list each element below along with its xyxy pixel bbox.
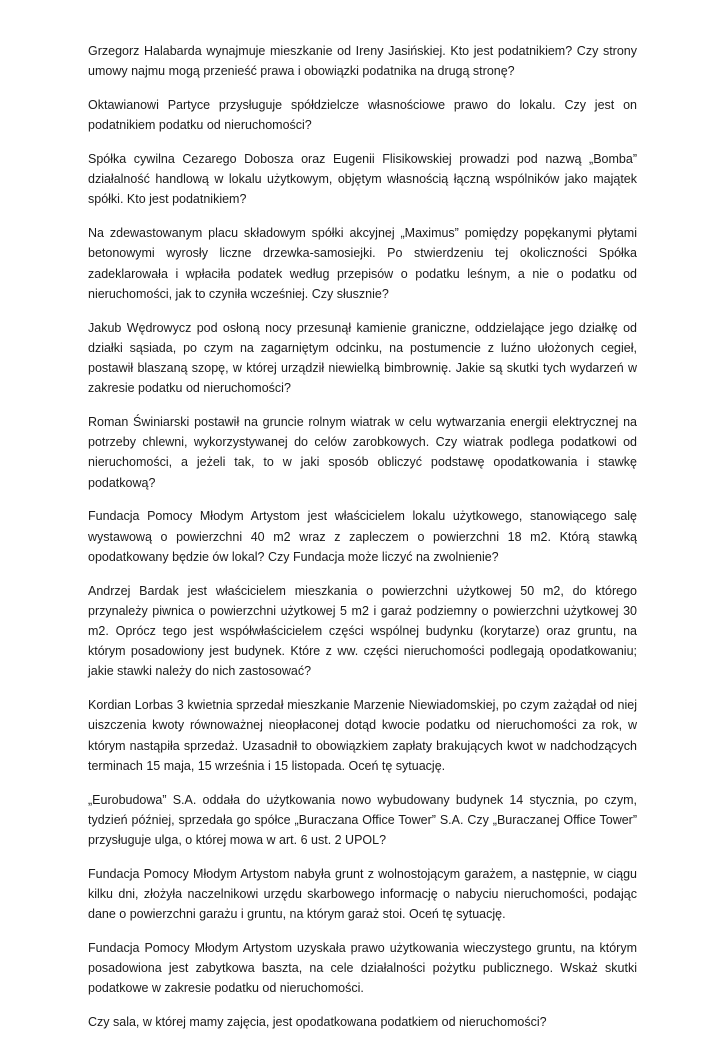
paragraph-lorbas: Kordian Lorbas 3 kwietnia sprzedał mieszkanie Marzenie Niewiadomskiej, po czym zażądał od niej uiszczenia kwoty równoważnej nieopłaconej dotąd kwocie podatku od nieruchomości za rok, w którym nastąpiła sprzedaż. Uzasadnił to obowiązkiem zapłaty brakujących kwot w nadchodzących terminach 15 maja, 15 września i 15 listopada. Oceń tę sytuację. bbox=[88, 698, 637, 773]
paragraph-sala: Czy sala, w której mamy zajęcia, jest opodatkowana podatkiem od nieruchomości? bbox=[88, 1015, 547, 1030]
paragraph-eurobudowa: „Eurobudowa” S.A. oddała do użytkowania nowo wybudowany budynek 14 stycznia, po czym, tydzień później, sprzedała go spółce „Buraczana Office Tower” S.A. Czy „Buraczanej Office Tower” przysługuje ulga, o której mowa w art. 6 ust. 2 UPOL? bbox=[88, 792, 637, 848]
document-page bbox=[88, 41, 637, 1046]
paragraph-wedrowycz: Jakub Wędrowycz pod osłoną nocy przesunął kamienie graniczne, oddzielające jego działkę od działki sąsiada, po czym na zagarniętym odcinku, na postumencie z luźno ułożonych cegieł, postawił blaszaną szopę, w której urządził niewielką bimbrownię. Jakie są skutki tych wydarzeń w zakresie podatku od nieruchomości? bbox=[88, 320, 637, 396]
paragraph-halabarda: Grzegorz Halabarda wynajmuje mieszkanie od Ireny Jasińskiej. Kto jest podatnikiem? Czy strony umowy najmu mogą przenieść prawa i obowiązki podatnika na drugą stronę? bbox=[88, 44, 637, 79]
paragraph-fundacja-lokal: Fundacja Pomocy Młodym Artystom jest właścicielem lokalu użytkowego, stanowiącego salę wystawową o powierzchni 40 m2 wraz z zapleczem o powierzchni 18 m2. Którą stawką opodatkowany będzie ów lokal? Czy Fundacja może liczyć na zwolnienie? bbox=[88, 509, 637, 564]
paragraph-fundacja-baszta: Fundacja Pomocy Młodym Artystom uzyskała prawo użytkowania wieczystego gruntu, na którym posadowiona jest zabytkowa baszta, na cele działalności pożytku publicznego. Wskaż skutki podatkowe w zakresie podatku od nieruchomości. bbox=[88, 941, 637, 996]
paragraph-swiniarski: Roman Świniarski postawił na gruncie rolnym wiatrak w celu wytwarzania energii elektrycznej na potrzeby chlewni, wykorzystywanej do celów zarobkowych. Czy wiatrak podlega podatkowi od nieruchomości, a jeżeli tak, to w jaki sposób obliczyć podstawę opodatkowania i stawkę podatkową? bbox=[88, 415, 637, 490]
paragraph-bomba: Spółka cywilna Cezarego Dobosza oraz Eugenii Flisikowskiej prowadzi pod nazwą „Bomba” działalność handlową w lokalu użytkowym, objętym własnością łączną wspólników jako majątek spółki. Kto jest podatnikiem? bbox=[88, 152, 637, 207]
paragraph-partyka: Oktawianowi Partyce przysługuje spółdzielcze własnościowe prawo do lokalu. Czy jest on podatnikiem podatku od nieruchomości? bbox=[88, 98, 637, 133]
paragraph-maximus: Na zdewastowanym placu składowym spółki akcyjnej „Maximus” pomiędzy popękanymi płytami betonowymi wyrosły liczne drzewka-samosiejki. Po stwierdzeniu tej okoliczności Spółka zadeklarowała i wpłaciła podatek według przepisów o podatku leśnym, a nie o podatku od nieruchomości, jak to czyniła wcześniej. Czy słusznie? bbox=[88, 226, 637, 301]
paragraph-bardak: Andrzej Bardak jest właścicielem mieszkania o powierzchni użytkowej 50 m2, do którego przynależy piwnica o powierzchni użytkowej 5 m2 i garaż podziemny o powierzchni użytkowej 30 m2. Oprócz tego jest współwłaścicielem części wspólnej budynku (korytarze) oraz gruntu, na którym posadowiony jest budynek. Które z ww. części nieruchomości podlegają opodatkowaniu; jakie stawki należy do nich zastosować? bbox=[88, 583, 637, 679]
paragraph-fundacja-garaz: Fundacja Pomocy Młodym Artystom nabyła grunt z wolnostojącym garażem, a następnie, w ciągu kilku dni, złożyła naczelnikowi urzędu skarbowego informację o nabyciu nieruchomości, podając dane o powierzchni garażu i gruntu, na którym garaż stoi. Oceń tę sytuację. bbox=[88, 866, 637, 922]
